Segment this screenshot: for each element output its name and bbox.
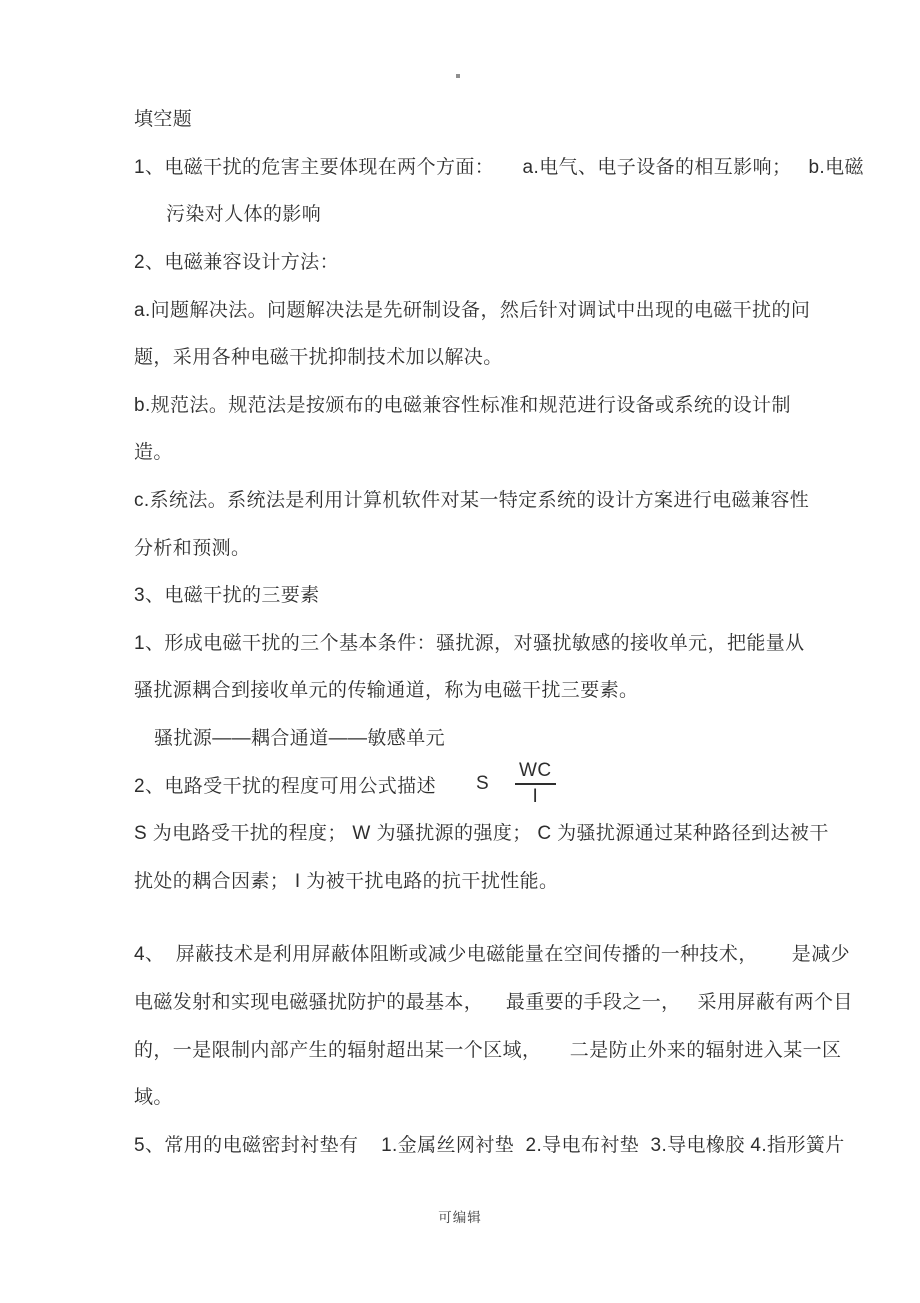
text-line: 骚扰源耦合到接收单元的传输通道，称为电磁干扰三要素。 xyxy=(134,680,639,702)
formula-prefix: 2、电路受干扰的程度可用公式描述 xyxy=(134,775,436,797)
text-line: 骚扰源——耦合通道——敏感单元 xyxy=(154,728,446,750)
text-line: a.问题解决法。问题解决法是先研制设备，然后针对调试中出现的电磁干扰的问 xyxy=(134,299,811,321)
text-line: b.规范法。规范法是按颁布的电磁兼容性标准和规范进行设备或系统的设计制 xyxy=(134,394,791,416)
formula-line xyxy=(134,760,802,808)
text-line: 1、电磁干扰的危害主要体现在两个方面： a.电气、电子设备的相互影响； b.电磁 xyxy=(134,156,864,178)
formula-lhs: S xyxy=(475,773,490,795)
footer-watermark: 可编辑 xyxy=(438,1210,482,1225)
text-line: 填空题 xyxy=(134,109,193,131)
text-line: 域。 xyxy=(134,1087,173,1109)
text-line: 的，一是限制内部产生的辐射超出某一个区域， 二是防止外来的辐射进入某一区 xyxy=(134,1039,842,1061)
text-line: 污染对人体的影响 xyxy=(166,204,322,226)
text-line: 电磁发射和实现电磁骚扰防护的最基本， 最重要的手段之一， 采用屏蔽有两个目 xyxy=(134,991,853,1013)
text-line: 分析和预测。 xyxy=(134,537,251,559)
text-line: 2、电磁兼容设计方法： xyxy=(134,252,339,274)
formula-fraction xyxy=(515,761,555,807)
formula-denominator: I xyxy=(532,786,539,808)
text-line: S 为电路受干扰的程度； W 为骚扰源的强度； C 为骚扰源通过某种路径到达被干 xyxy=(134,823,829,845)
text-line: 4、 屏蔽技术是利用屏蔽体阻断或减少电磁能量在空间传播的一种技术， 是减少 xyxy=(134,944,850,966)
page-anchor-dot xyxy=(456,74,460,78)
text-line: 1、形成电磁干扰的三个基本条件：骚扰源，对骚扰敏感的接收单元，把能量从 xyxy=(134,632,805,654)
text-line: 题，采用各种电磁干扰抑制技术加以解决。 xyxy=(134,347,503,369)
text-line: 扰处的耦合因素； I 为被干扰电路的抗干扰性能。 xyxy=(134,870,559,892)
text-line: 3、电磁干扰的三要素 xyxy=(134,585,320,607)
blank-line xyxy=(134,903,802,929)
formula-numerator: WC xyxy=(515,761,555,785)
text-line: c.系统法。系统法是利用计算机软件对某一特定系统的设计方案进行电磁兼容性 xyxy=(134,490,810,512)
text-line: 造。 xyxy=(134,442,173,464)
document-body xyxy=(134,94,864,1167)
text-line: 5、常用的电磁密封衬垫有 1.金属丝网衬垫 2.导电布衬垫 3.导电橡胶 4.指形簧片 xyxy=(134,1134,845,1156)
